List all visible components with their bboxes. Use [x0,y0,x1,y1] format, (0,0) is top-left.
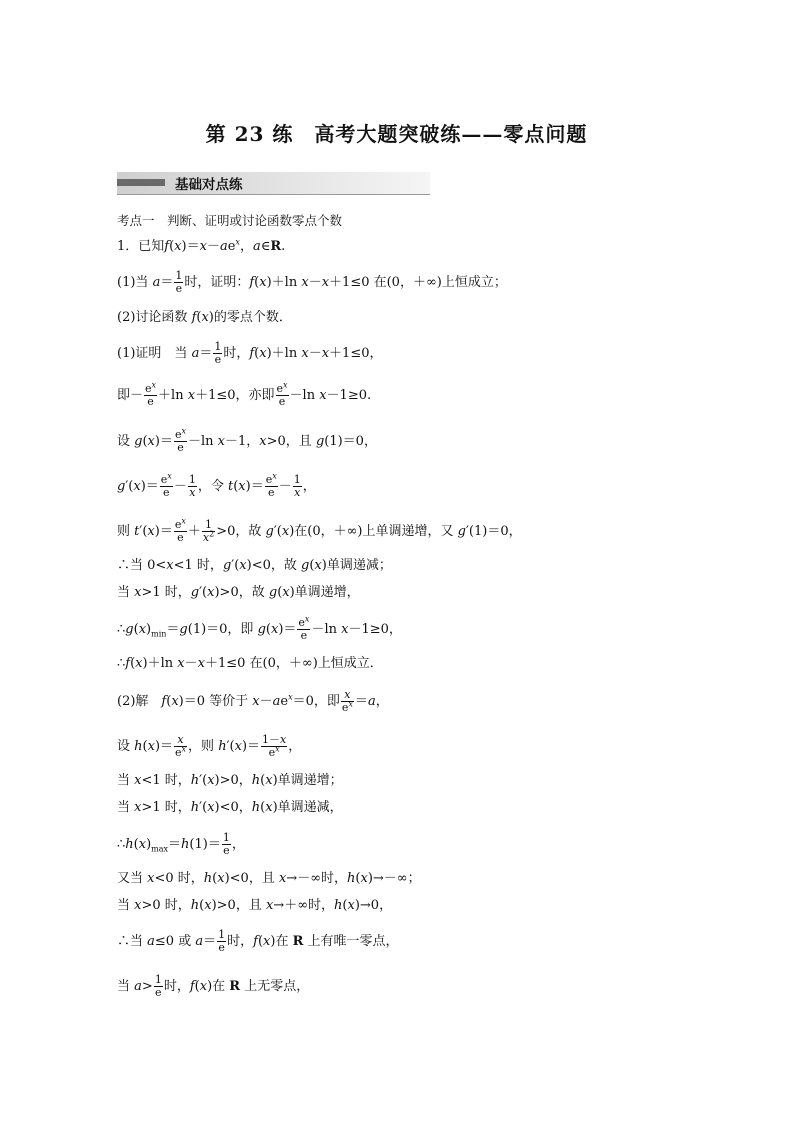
solution-line: ∴f(x)＋ln x－x＋1≤0 在(0，＋∞)上恒成立． [117,656,383,671]
solution-line: ∴当 0<x<1 时，g′(x)<0，故 g(x)单调递减； [117,558,392,573]
problem-part-1: (1)当 a＝ $\frac{1}{e}$ 时，证明：f(x)＋ln x－x＋1≤0 在(0，＋∞)上恒成立； [117,269,507,295]
solution-line: 当 a> $\frac{1}{e}$ 时，f(x)在 R 上无零点， [117,973,310,999]
page-title: 第 23 练 高考大题突破练——零点问题 [205,122,588,146]
section-label: 基础对点练 [175,177,243,193]
kaodian-heading: 考点一 判断、证明或讨论函数零点个数 [117,213,343,228]
solution-line: (1)证明 当 a＝ $\frac{1}{e}$ 时，f(x)＋ln x－x＋1≤0， [117,340,383,366]
solution-line: g′(x)＝ $\frac{e^x}{e}$ － $\frac{1}{x}$ ，令 t(x)＝ $\frac{e^x}{e}$ － $\frac{1}{x}$ ， [117,471,316,499]
solution-line: 当 x>1 时，g′(x)>0，故 g(x)单调递增， [117,585,360,600]
solution-line: 当 x>1 时，h′(x)<0，h(x)单调递减， [117,800,343,815]
problem-statement: 1．已知$f(x)=x-ae^x$，a∈R. [117,237,286,254]
solution-line: (2)解 f(x)＝0 等价于 $x-ae^x=0$，即 $\frac{x}{e^x}$ ＝a， [117,688,389,714]
solution-line: 则 t′(x)＝ $\frac{e^x}{e}$ ＋ $\frac{1}{x^2}$ >0，故 g′(x)在(0，＋∞)上单调递增，又 g′(1)＝0， [117,516,522,544]
problem-part-2: (2)讨论函数 f(x)的零点个数． [117,310,292,325]
solution-line: $\therefore g(x)_{min}=g(1)=0$，即 g(x)＝ $\frac{e^x}{e}$ －ln x－1≥0， [117,614,402,642]
section-bar-decoration [117,179,165,186]
solution-line: 即－ $\frac{e^x}{e}$ ＋ln x＋1≤0，亦即 $\frac{e^x}{e}$ －ln x－1≥0. [117,380,372,408]
solution-line: ∴当 a≤0 或 a＝ $\frac{1}{e}$ 时，f(x)在 R 上有唯一零点， [117,928,399,954]
solution-line: 当 x>0 时，h(x)>0，且 x→＋∞时，h(x)→0， [117,898,393,913]
solution-line: 当 x<1 时，h′(x)>0，h(x)单调递增； [117,773,343,788]
solution-line: 设 h(x)＝ $\frac{x}{e^x}$ ，则 h′(x)＝ $\frac{1-x}{e^x}$ ， [117,733,302,759]
solution-line: 又当 x<0 时，h(x)<0，且 x→－∞时，h(x)→－∞； [117,871,421,886]
solution-line: 设 g(x)＝ $\frac{e^x}{e}$ －ln x－1，x>0，且 g(1)＝0， [117,426,377,454]
section-header [117,172,430,195]
solution-line: $\therefore h(x)_{max}=h(1)=$ $\frac{1}{e}$ ， [117,831,245,857]
